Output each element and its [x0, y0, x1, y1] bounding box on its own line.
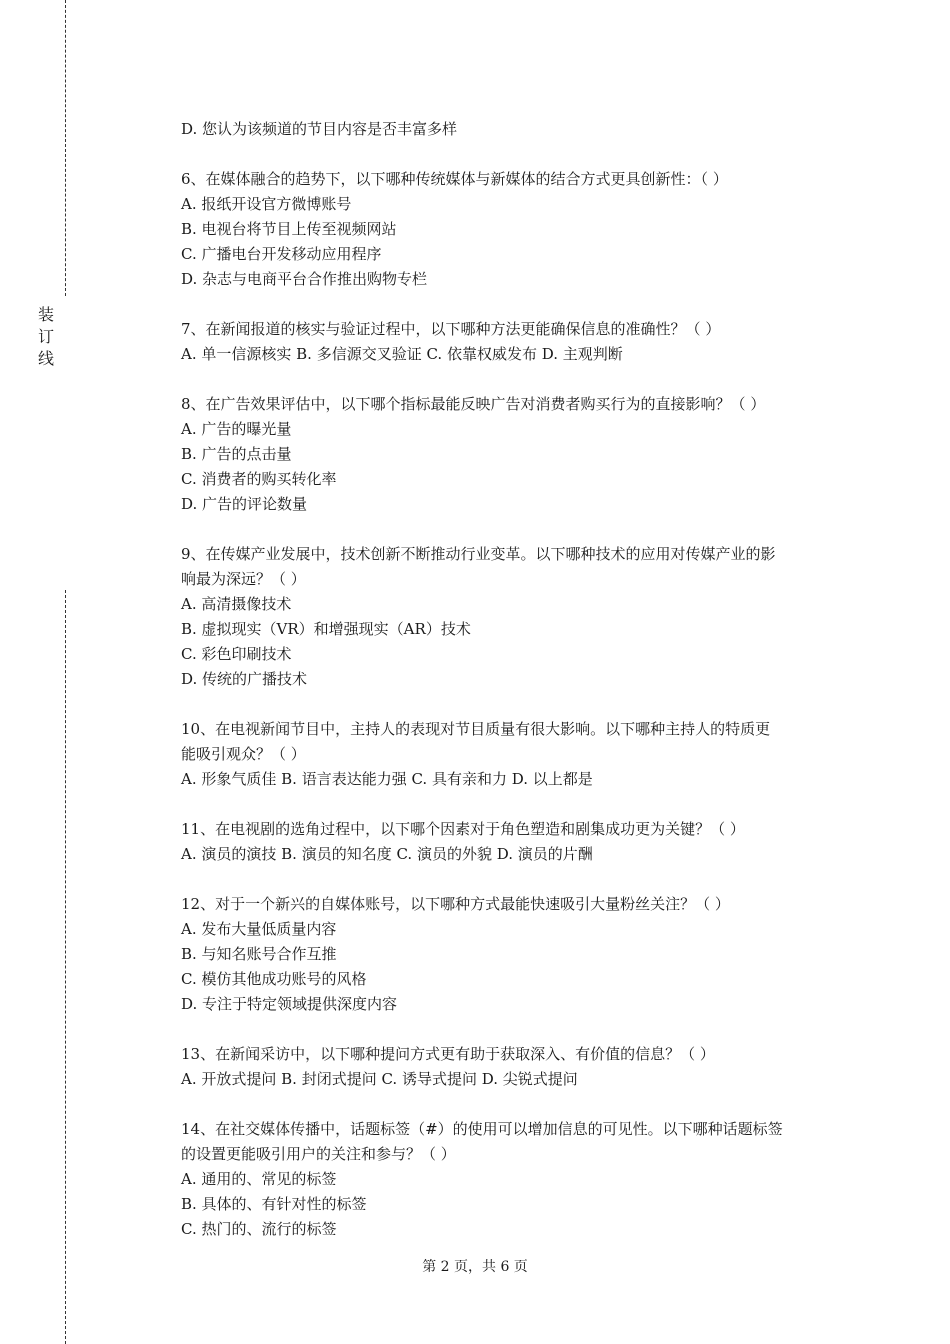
question-line: A. 发布大量低质量内容 [181, 920, 337, 938]
question-line: A. 演员的演技 B. 演员的知名度 C. 演员的外貌 D. 演员的片酬 [181, 845, 593, 863]
question-line: D. 广告的评论数量 [181, 495, 308, 513]
question-line: B. 电视台将节目上传至视频网站 [181, 220, 397, 238]
question-text-line: 10、在电视新闻节目中，主持人的表现对节目质量有很大影响。以下哪种主持人的特质更 [181, 720, 771, 738]
question-line: A. 高清摄像技术 [181, 595, 292, 613]
question-text-line: 12、对于一个新兴的自媒体账号，以下哪种方式最能快速吸引大量粉丝关注？（ ） [181, 895, 730, 913]
question-line: C. 模仿其他成功账号的风格 [181, 970, 367, 988]
question-line: C. 彩色印刷技术 [181, 645, 292, 663]
question-text-line: 6、在媒体融合的趋势下，以下哪种传统媒体与新媒体的结合方式更具创新性：（ ） [181, 170, 728, 188]
question-line: C. 广播电台开发移动应用程序 [181, 245, 382, 263]
binding-char: 装 [37, 305, 54, 324]
question-line: B. 与知名账号合作互推 [181, 945, 337, 963]
question-text-line: D. 您认为该频道的节目内容是否丰富多样 [181, 120, 458, 138]
binding-dashed-line-top [65, 0, 66, 296]
question-block [181, 1117, 841, 1242]
question-line: 响最为深远？（ ） [181, 570, 306, 588]
question-text-line: 14、在社交媒体传播中，话题标签（#）的使用可以增加信息的可见性。以下哪种话题标签 [181, 1120, 783, 1138]
question-line: B. 广告的点击量 [181, 445, 292, 463]
question-block [181, 392, 841, 517]
binding-dashed-line-bottom [65, 590, 66, 1344]
question-list [181, 117, 841, 1242]
question-line: C. 热门的、流行的标签 [181, 1220, 337, 1238]
question-text-line: 9、在传媒产业发展中，技术创新不断推动行业变革。以下哪种技术的应用对传媒产业的影 [181, 545, 776, 563]
question-line: D. 传统的广播技术 [181, 670, 308, 688]
question-line: A. 形象气质佳 B. 语言表达能力强 C. 具有亲和力 D. 以上都是 [181, 770, 593, 788]
question-block [181, 717, 841, 792]
binding-char: 线 [37, 349, 54, 368]
question-text-line: 7、在新闻报道的核实与验证过程中，以下哪种方法更能确保信息的准确性？（ ） [181, 320, 721, 338]
question-line: 能吸引观众？（ ） [181, 745, 306, 763]
binding-char: 订 [37, 327, 54, 346]
page-footer: 第 2 页，共 6 页 [422, 1259, 528, 1275]
question-line: D. 杂志与电商平台合作推出购物专栏 [181, 270, 428, 288]
question-line: A. 通用的、常见的标签 [181, 1170, 337, 1188]
question-block [181, 1042, 841, 1092]
question-line: D. 专注于特定领域提供深度内容 [181, 995, 398, 1013]
question-line: B. 具体的、有针对性的标签 [181, 1195, 367, 1213]
question-text-line: 13、在新闻采访中，以下哪种提问方式更有助于获取深入、有价值的信息？（ ） [181, 1045, 715, 1063]
binding-margin-label [36, 304, 56, 370]
question-text-line: 8、在广告效果评估中，以下哪个指标最能反映广告对消费者购买行为的直接影响？（ ） [181, 395, 766, 413]
question-line: A. 单一信源核实 B. 多信源交叉验证 C. 依靠权威发布 D. 主观判断 [181, 345, 623, 363]
question-line: A. 开放式提问 B. 封闭式提问 C. 诱导式提问 D. 尖锐式提问 [181, 1070, 578, 1088]
question-block [181, 817, 841, 867]
question-block [181, 167, 841, 292]
question-block [181, 317, 841, 367]
question-text-line: 11、在电视剧的选角过程中，以下哪个因素对于角色塑造和剧集成功更为关键？（ ） [181, 820, 745, 838]
question-line: A. 广告的曝光量 [181, 420, 292, 438]
question-line: C. 消费者的购买转化率 [181, 470, 337, 488]
question-line: B. 虚拟现实（VR）和增强现实（AR）技术 [181, 620, 471, 638]
question-line: 的设置更能吸引用户的关注和参与？（ ） [181, 1145, 456, 1163]
question-line: A. 报纸开设官方微博账号 [181, 195, 352, 213]
question-block [181, 117, 841, 142]
question-block [181, 892, 841, 1017]
question-block [181, 542, 841, 692]
